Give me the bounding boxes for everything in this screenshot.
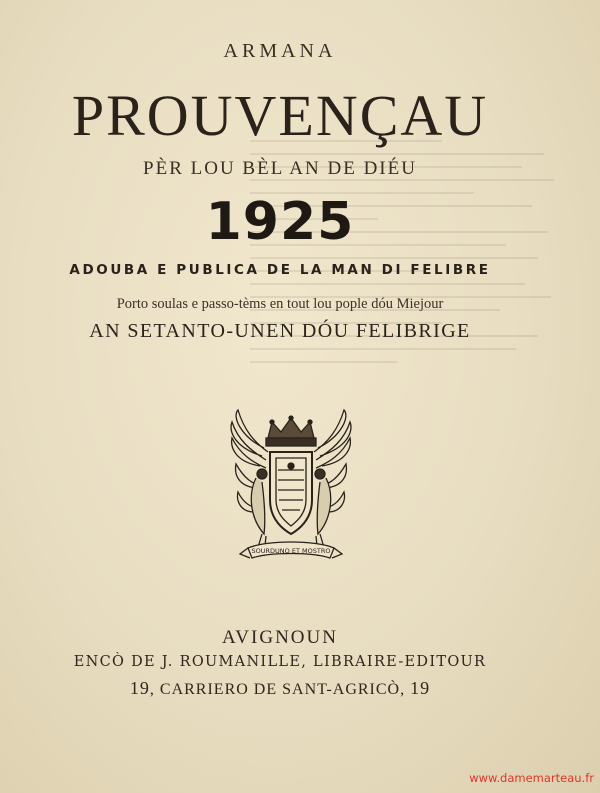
watermark-link[interactable]: www.damemarteau.fr <box>469 771 594 785</box>
almanac-label: ARMANA <box>223 40 337 62</box>
address-number-end: 19 <box>410 678 431 698</box>
tagline: Porto soulas e passo-tèms en tout lou pople dóu Miejour <box>116 296 444 312</box>
address-number: 19 <box>129 678 150 698</box>
publisher-address: 19, CARRIERO DE SANT-AGRICÒ, 19 <box>129 678 431 698</box>
address-street: CARRIERO DE SANT-AGRICÒ, <box>159 681 406 698</box>
subtitle: PÈR LOU BÈL AN DE DIÉU <box>143 158 417 179</box>
emblem-crest-icon <box>226 408 356 576</box>
emblem-motto: SOURDUNO ET MOSTRO <box>251 547 331 555</box>
felibrige-year-line: AN SETANTO-UNEN DÓU FELIBRIGE <box>89 320 471 342</box>
main-title: PROUVENÇAU <box>71 83 489 148</box>
city: AVIGNOUN <box>222 627 338 648</box>
year: 1925 <box>205 192 355 252</box>
publisher: ENCÒ DE J. ROUMANILLE, LIBRAIRE-EDITOUR <box>73 654 487 670</box>
edited-by-line: ADOUBA E PUBLICA DE LA MAN DI FELIBRE <box>69 262 491 278</box>
